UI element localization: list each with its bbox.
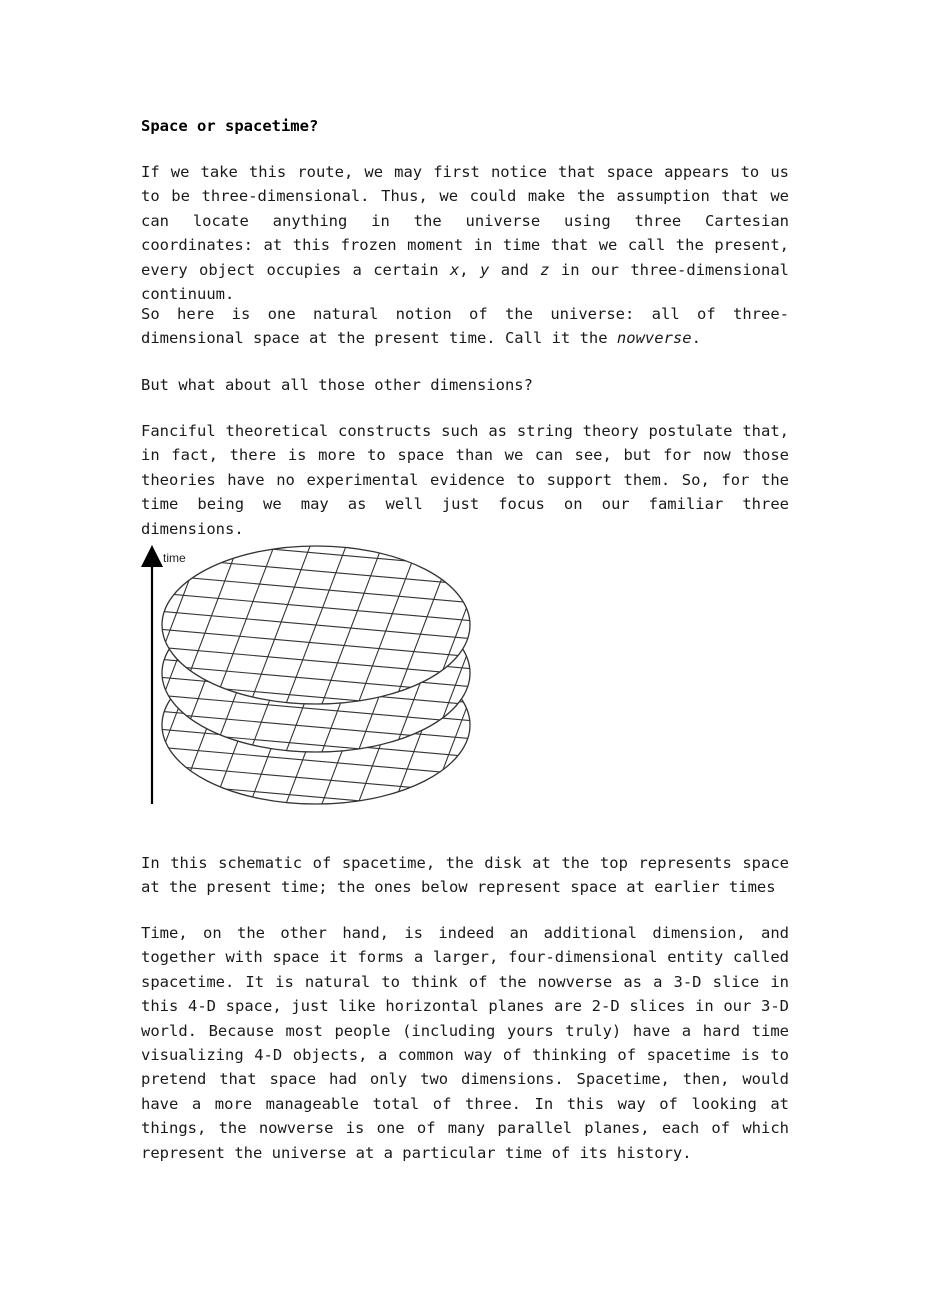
- spacetime-diagram: [141, 540, 491, 820]
- paragraph-3: But what about all those other dimensions?: [141, 376, 533, 394]
- time-axis-label: time: [163, 551, 186, 565]
- nowverse-term: nowverse: [616, 329, 692, 348]
- paragraph-1-end: in our three-dimensional continuum.: [141, 260, 789, 304]
- coord-y: y: [480, 260, 490, 279]
- paragraph-1: [141, 160, 789, 306]
- paragraph-2: [141, 302, 789, 351]
- coord-sep-1: ,: [459, 260, 481, 279]
- coord-z: z: [540, 260, 550, 279]
- coord-x: x: [449, 260, 460, 279]
- coord-sep-2: and: [489, 260, 541, 279]
- paragraph-2-end: .: [691, 329, 701, 348]
- paragraph-4: Fanciful theoretical constructs such as string theory postulate that, in fact, there is more to space than we can see, but for now those theories have no experimental evidence to support them. So, for the time being we may as well just focus on our familiar three dimensions.: [141, 422, 789, 538]
- spacetime-figure: [141, 540, 491, 820]
- figure-caption: In this schematic of spacetime, the disk at the top represents space at the present time; the ones below represent space at earlier times: [141, 854, 789, 897]
- section-heading: Space or spacetime?: [141, 117, 319, 135]
- paragraph-5: Time, on the other hand, is indeed an additional dimension, and together with space it forms a larger, four-dimensional entity called spacetime. It is natural to think of the nowverse as a 3-D slice in this 4-D space, just like horizontal planes are 2-D slices in our 3-D world. Because most people (including yours truly) have a hard time visualizing 4-D objects, a common way of thinking of spacetime is to pretend that space had only two dimensions. Spacetime, then, would have a more manageable total of three. In this way of looking at things, the nowverse is one of many parallel planes, each of which represent the universe at a particular time of its history.: [141, 924, 789, 1162]
- paragraph-2-text: So here is one natural notion of the universe: all of three-dimensional space at the present time. Call it the: [141, 305, 789, 348]
- paragraph-1-text: If we take this route, we may first notice that space appears to us to be three-dimensional. Thus, we could make the assumption that we can locate anything in the universe using three Cartesian coordinates: at this frozen moment in time that we call the present, every object occupies a certain: [141, 163, 789, 279]
